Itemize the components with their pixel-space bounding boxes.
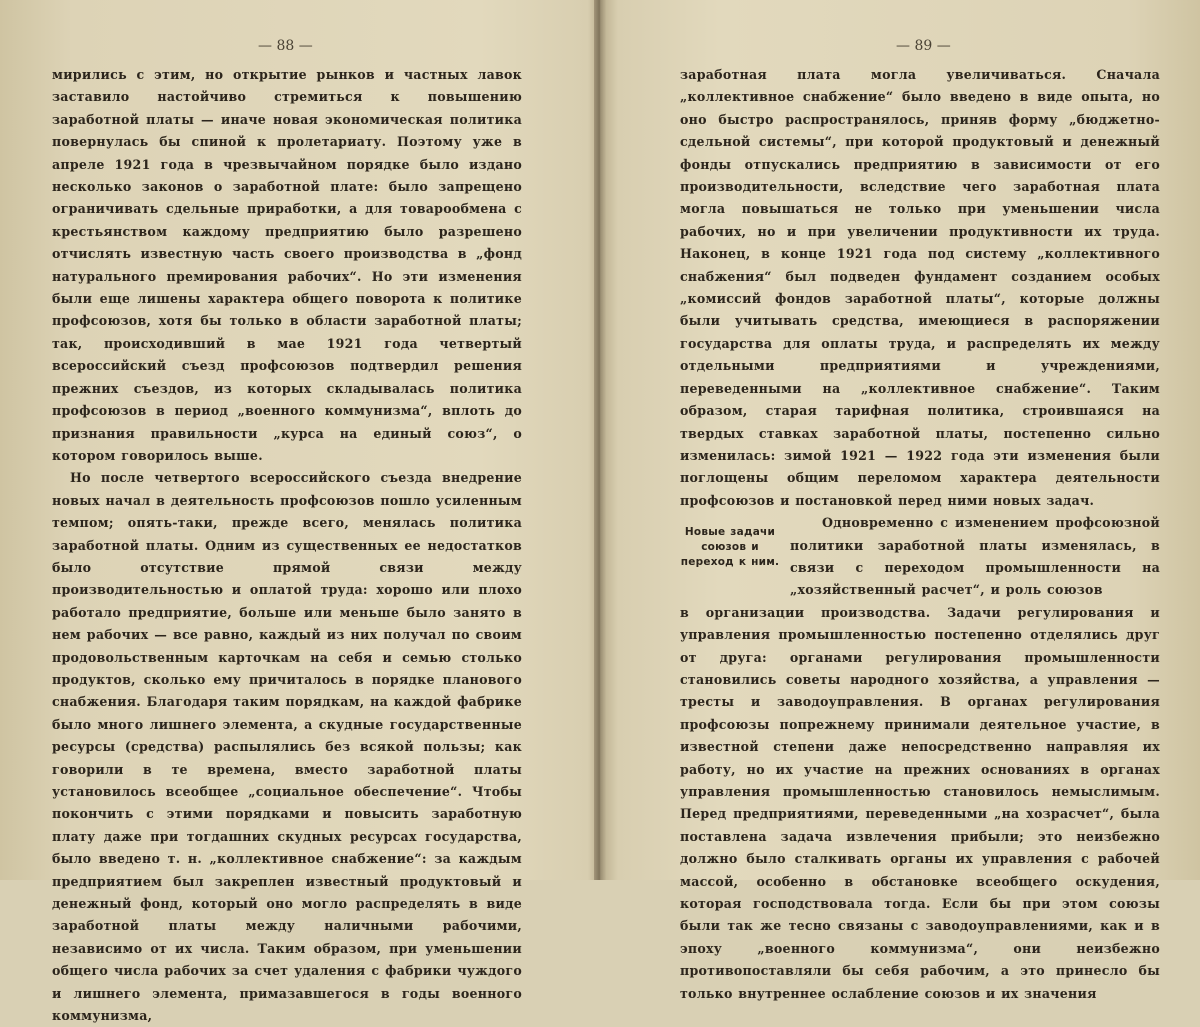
paragraph: Но после четвертого всероссийского съезда внедрение новых начал в деятельность профсоюзов пошло усиленным темпом; опять-таки, прежде всего, менялась политика заработной платы. Одним из существенных ее недостатков было отсутствие прямой связи между производительностью и оплатой труда: хорошо или плохо работало предприятие, больше или меньше было занято в нем рабочих — все равно, каждый из них получал по своим продовольственным карточкам на себя и семью столько продуктов, сколько ему причиталось в порядке планового снабжения. Благодаря таким порядкам, на каждой фабрике было много лишнего элемента, а скудные государственные ресурсы (средства) распылялись без всякой пользы; как говорили в те времена, вместо заработной платы установилось всеобщее „социальное обеспечение“. Чтобы покончить с этими порядками и повысить заработную плату даже при тогдашних скудных ресурсах государства, было введено т. н. „коллективное снабжение“: за каждым предприятием был закреплен известный продуктовый и денежный фонд, который оно могло распределять в виде заработной платы между наличными рабочими, независимо от их числа. Таким образом, при уменьшении общего числа рабочих за счет удаления с фабрики чуждого и лишнего элемента, примазавшегося в годы военного коммунизма,	[52, 470, 522, 1024]
right-page	[600, 0, 1200, 1001]
paragraph: мирились с этим, но открытие рынков и частных лавок заставило настойчиво стремиться к повышению заработной платы — иначе новая экономическая политика повернулась бы спиной к пролетариату. Поэтому уже в апреле 1921 года в чрезвычайном порядке было издано несколько законов о заработной плате: было запрещено ограничивать сдельные приработки, а для товарообмена с крестьянством каждому предприятию было разрешено отчислять известную часть своего производства в „фонд натурального премирования рабочих“. Но эти изменения были еще лишены характера общего поворота к политике профсоюзов, хотя бы только в области заработной платы; так, происходивший в мае 1921 года четвертый всероссийский съезд профсоюзов подтвердил решения прежних съездов, из которых складывалась политика профсоюзов в период „военного коммунизма“, вплоть до признания правильности „курса на единый союз“, о котором говорилось выше.	[52, 67, 522, 463]
margin-note: Новые задачи союзов и переход к ним.	[680, 526, 780, 569]
paragraph: заработная плата могла увеличиваться. Сначала „коллективное снабжение“ было введено в виде опыта, но оно быстро распространялось, приняв форму „бюджетно-сдельной системы“, при которой продуктовый и денежный фонды отпускались предприятию в зависимости от его производительности, вследствие чего заработная плата могла повышаться не только при уменьшении числа рабочих, но и при увеличении продуктивности их труда. Наконец, в конце 1921 года под систему „коллективного снабжения“ был подведен фундамент созданием особых „комиссий фондов заработной платы“, которые должны были учитывать средства, имеющиеся в распоряжении государства для оплаты труда, и распределять их между отдельными предприятиями и учреждениями, переведенными на „коллективное снабжение“. Таким образом, старая тарифная политика, строившаяся на твердых ставках заработной платы, постепенно сильно изменилась: зимой 1921 — 1922 года эти изменения были поглощены общим переломом характера деятельности профсоюзов и постановкой перед ними новых задач.	[680, 67, 1160, 508]
page-number-88: — 88 —	[258, 38, 313, 54]
paragraph-start: Одновременно с изменением профсоюзной политики заработной платы изменялась, в связи с переходом промышленности на „хозяйственный расчет“, и роль союзов	[790, 515, 1160, 598]
side-note-block	[680, 512, 1160, 602]
left-page	[0, 0, 598, 1024]
left-page-text	[52, 64, 522, 1027]
paragraph: в организации производства. Задачи регулирования и управления промышленностью постепенно отделялись друг от друга: органами регулирования промышленности становились советы народного хозяйства, а управления — тресты и заводоуправления. В органах регулирования профсоюзы попрежнему принимали деятельное участие, в известной степени даже непосредственно направляя их работу, но их участие на прежних основаниях в органах управления промышленностью становилось немыслимым. Перед предприятиями, переведенными „на хозрасчет“, была поставлена задача извлечения прибыли; это неизбежно должно было сталкивать органы их управления с рабочей массой, особенно в обстановке всеобщего оскудения, которая господствовала тогда. Если бы при этом союзы были так же тесно связаны с заводоуправлениями, как и в эпоху „военного коммунизма“, они неизбежно противопоставляли бы себя рабочим, а это принесло бы только внутреннее ослабление союзов и их значения	[680, 604, 1160, 1001]
right-page-text	[680, 64, 1160, 1005]
page-number-89: — 89 —	[896, 38, 951, 54]
